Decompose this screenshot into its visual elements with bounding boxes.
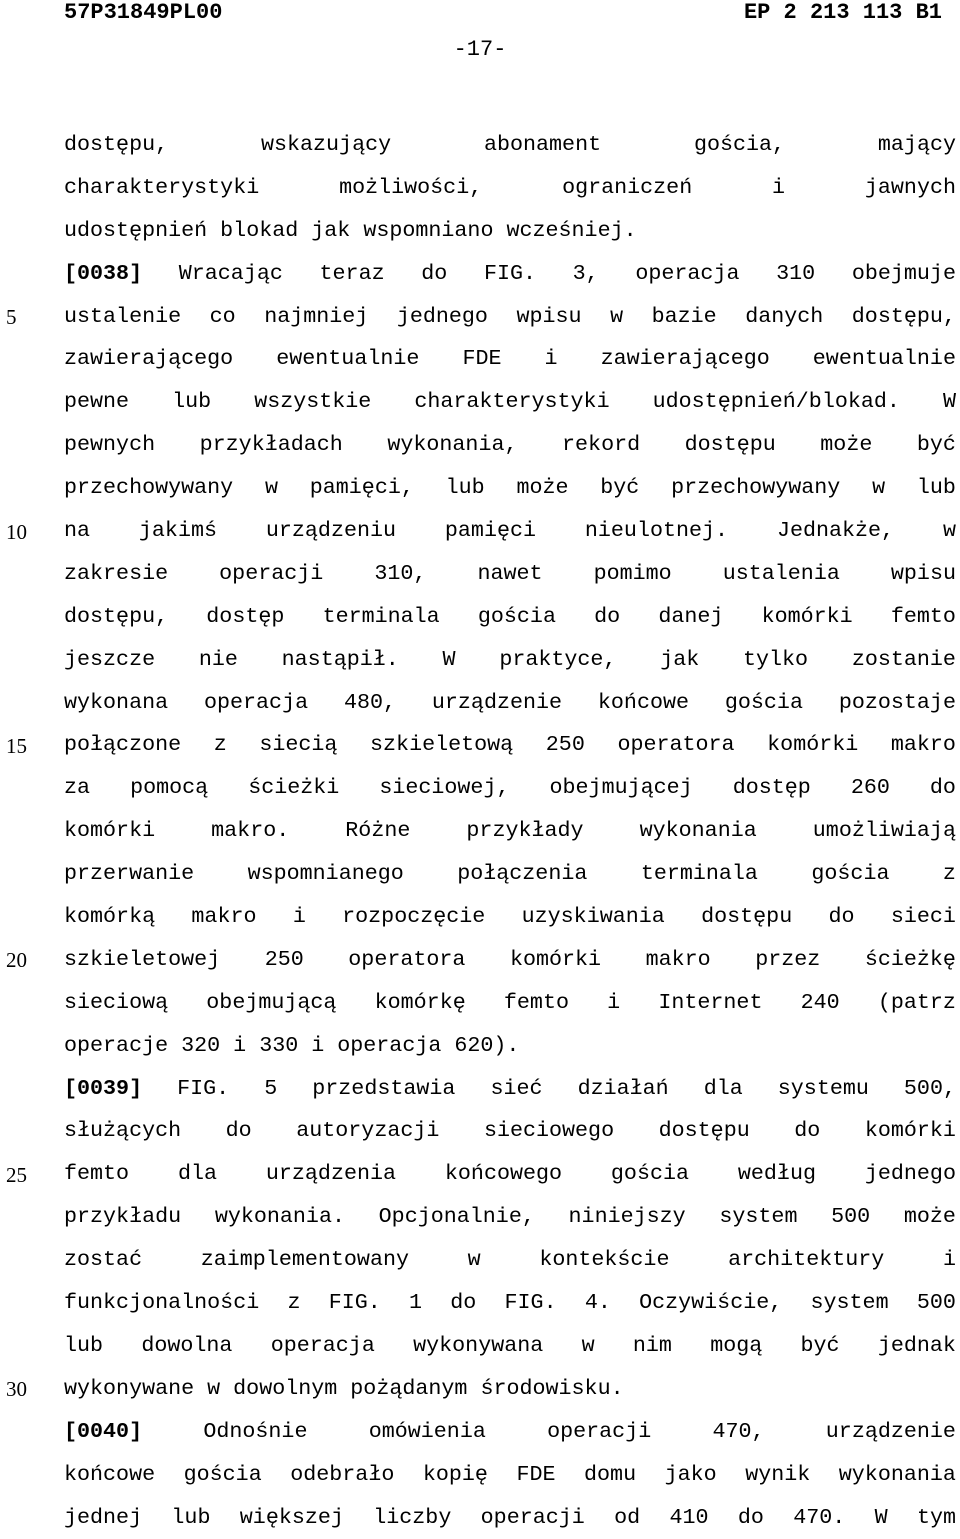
word: w [207, 1368, 220, 1411]
word: operacja [337, 1025, 441, 1068]
word: operacja [204, 682, 308, 725]
word: i [607, 982, 620, 1025]
word: i [293, 896, 306, 939]
word: niniejszy [569, 1196, 686, 1239]
word: dostęp [206, 596, 284, 639]
text-line [64, 1068, 956, 1111]
word: ścieżki [248, 767, 339, 810]
word: praktyce, [499, 639, 616, 682]
word: architektury [728, 1239, 884, 1282]
word: dostępu [701, 896, 792, 939]
word: wcześniej. [506, 210, 636, 253]
text-line [64, 982, 956, 1025]
text-line [64, 424, 956, 467]
word: bazie [652, 296, 717, 339]
word: pożądanym [350, 1368, 467, 1411]
word: zawierającego [64, 338, 233, 381]
word: dostępu [685, 424, 776, 467]
text-line [64, 853, 956, 896]
word: w [468, 1239, 481, 1282]
text-line [64, 939, 956, 982]
word: do [794, 1110, 820, 1153]
document-code: 57P31849PL00 [64, 0, 222, 26]
word: wykonania [839, 1454, 956, 1497]
word: pewnych [64, 424, 155, 467]
word: 5 [264, 1068, 277, 1111]
word: może [904, 1196, 956, 1239]
word: większej [240, 1497, 344, 1539]
word: 330 [259, 1025, 298, 1068]
word: wykonywane [64, 1368, 194, 1411]
word: operacji [219, 553, 323, 596]
word: za [64, 767, 90, 810]
word: makro [646, 939, 711, 982]
word: lub [917, 467, 956, 510]
word: urządzenie [826, 1411, 956, 1454]
word: przerwanie [64, 853, 194, 896]
word: nim [633, 1325, 672, 1368]
word: operacji [481, 1497, 585, 1539]
word: zawierającego [601, 338, 770, 381]
word: najmniej [264, 296, 368, 339]
word: komórki [762, 596, 853, 639]
word: operacje [64, 1025, 168, 1068]
word: służących [64, 1110, 181, 1153]
word: pozostaje [839, 682, 956, 725]
word: komórki [865, 1110, 956, 1153]
word: w [265, 467, 278, 510]
word: lub [172, 381, 211, 424]
word: dostępu, [852, 296, 956, 339]
word: 1 [409, 1282, 422, 1325]
text-line [64, 724, 956, 767]
word: lub [171, 1497, 210, 1539]
line-number-15: 15 [6, 734, 27, 758]
word: ewentualnie [813, 338, 956, 381]
word: do [450, 1282, 476, 1325]
word: wynik [745, 1454, 810, 1497]
word: charakterystyki [414, 381, 609, 424]
word: Różne [345, 810, 410, 853]
word: komórką [64, 896, 155, 939]
word: terminala [323, 596, 440, 639]
word: gościa [811, 853, 889, 896]
word: gościa [184, 1454, 262, 1497]
word: być [600, 467, 639, 510]
word: w [582, 1325, 595, 1368]
word: obejmującą [206, 982, 336, 1025]
word: przechowywany [671, 467, 840, 510]
word: pomocą [130, 767, 208, 810]
word: wykonana [64, 682, 168, 725]
word: danej [658, 596, 723, 639]
word: do [930, 767, 956, 810]
word: komórki [510, 939, 601, 982]
word: autoryzacji [296, 1110, 439, 1153]
word: gościa, [694, 124, 785, 167]
word: urządzeniu [266, 510, 396, 553]
word: wskazujący [261, 124, 391, 167]
word: omówienia [369, 1411, 486, 1454]
word: dostępu [659, 1110, 750, 1153]
word: 470, [712, 1411, 764, 1454]
word: W [443, 639, 456, 682]
word: siecią [259, 724, 337, 767]
word: końcowego [445, 1153, 562, 1196]
word: w [610, 296, 623, 339]
word: wykonania. [215, 1196, 345, 1239]
word: charakterystyki [64, 167, 259, 210]
word: komórki [767, 724, 858, 767]
word: 310 [776, 253, 815, 296]
word: jawnych [865, 167, 956, 210]
text-line [64, 810, 956, 853]
word: jakimś [139, 510, 217, 553]
word: urządzenie [432, 682, 562, 725]
word: pewne [64, 381, 129, 424]
word: według [738, 1153, 816, 1196]
word: być [801, 1325, 840, 1368]
word: rekord [562, 424, 640, 467]
word: wspomnianego [248, 853, 404, 896]
word: środowisku. [480, 1368, 623, 1411]
word: FIG. [329, 1282, 381, 1325]
word: system [719, 1196, 797, 1239]
word: do [226, 1110, 252, 1153]
word: i [545, 338, 558, 381]
line-number-10: 10 [6, 520, 27, 544]
word: operacja [635, 253, 739, 296]
word: nawet [477, 553, 542, 596]
word: zaimplementowany [201, 1239, 409, 1282]
word: ustalenie [64, 296, 181, 339]
word: femto [64, 1153, 129, 1196]
text-line [64, 1497, 956, 1539]
word: 480, [344, 682, 396, 725]
word: liczby [373, 1497, 451, 1539]
word: gościa [725, 682, 803, 725]
word: 500, [904, 1068, 956, 1111]
body-text [64, 124, 956, 1539]
word: jednej [64, 1497, 142, 1539]
word: jako [665, 1454, 717, 1497]
word: z [943, 853, 956, 896]
text-line [64, 1025, 956, 1068]
line-number-30: 30 [6, 1377, 27, 1401]
word: połączone [64, 724, 181, 767]
word: systemu [778, 1068, 869, 1111]
line-number-5: 5 [6, 305, 17, 329]
word: 250 [546, 724, 585, 767]
word: i [311, 1025, 324, 1068]
word: mogą [710, 1325, 762, 1368]
word: w [872, 467, 885, 510]
word: dla [704, 1068, 743, 1111]
word: 250 [265, 939, 304, 982]
word: femto [891, 596, 956, 639]
text-line [64, 338, 956, 381]
word: domu [584, 1454, 636, 1497]
word: i [772, 167, 785, 210]
word: 320 [181, 1025, 220, 1068]
text-line [64, 896, 956, 939]
word: wspomniano [363, 210, 493, 253]
word: wykonywana [413, 1325, 543, 1368]
word: wszystkie [254, 381, 371, 424]
word: umożliwiają [813, 810, 956, 853]
word: nastąpił. [282, 639, 399, 682]
word: FIG. [177, 1068, 229, 1111]
word: dostęp [733, 767, 811, 810]
text-line [64, 596, 956, 639]
word: rozpoczęcie [342, 896, 485, 939]
word: operacja [271, 1325, 375, 1368]
word: szkieletową [370, 724, 513, 767]
word: FDE [462, 338, 501, 381]
word: i [233, 1025, 246, 1068]
word: tym [917, 1497, 956, 1539]
word: udostępnień/blokad. [653, 381, 900, 424]
word: blokad [220, 210, 298, 253]
word: możliwości, [339, 167, 482, 210]
word: dostępu, [64, 124, 168, 167]
word: W [875, 1497, 888, 1539]
word: sieciowej, [379, 767, 509, 810]
line-number-20: 20 [6, 948, 27, 972]
word: makro. [211, 810, 289, 853]
word: ścieżkę [865, 939, 956, 982]
word: ewentualnie [276, 338, 419, 381]
word: mający [878, 124, 956, 167]
word: jednego [865, 1153, 956, 1196]
text-line [64, 1282, 956, 1325]
paragraph-number: [0039] [64, 1068, 142, 1111]
word: w [943, 510, 956, 553]
text-line [64, 1325, 956, 1368]
word: FIG. [484, 253, 536, 296]
word: urządzenia [266, 1153, 396, 1196]
word: ograniczeń [562, 167, 692, 210]
word: komórkę [375, 982, 466, 1025]
word: operatora [617, 724, 734, 767]
patent-number: EP 2 213 113 B1 [744, 0, 942, 26]
text-line [64, 1153, 956, 1196]
word: jednego [397, 296, 488, 339]
paragraph-number: [0038] [64, 253, 142, 296]
word: od [614, 1497, 640, 1539]
text-line [64, 767, 956, 810]
word: terminala [641, 853, 758, 896]
word: pamięci [445, 510, 536, 553]
text-line [64, 124, 956, 167]
word: pomimo [594, 553, 672, 596]
word: szkieletowej [64, 939, 220, 982]
word: do [594, 596, 620, 639]
word: lub [446, 467, 485, 510]
word: przedstawia [312, 1068, 455, 1111]
word: femto [504, 982, 569, 1025]
text-line [64, 510, 956, 553]
page-number: -17- [0, 36, 960, 64]
word: przechowywany [64, 467, 233, 510]
word: 410 [669, 1497, 708, 1539]
word: Oczywiście, [639, 1282, 782, 1325]
word: wpisu [891, 553, 956, 596]
text-line [64, 167, 956, 210]
word: działań [578, 1068, 669, 1111]
word: do [829, 896, 855, 939]
word: dowolna [141, 1325, 232, 1368]
word: kontekście [539, 1239, 669, 1282]
word: gościa [611, 1153, 689, 1196]
word: makro [191, 896, 256, 939]
word: gościa [478, 596, 556, 639]
word: wykonania [640, 810, 757, 853]
word: Opcjonalnie, [379, 1196, 535, 1239]
word: jeszcze [64, 639, 155, 682]
word: zostać [64, 1239, 142, 1282]
word: (patrz [878, 982, 956, 1025]
line-number-25: 25 [6, 1163, 27, 1187]
word: makro [891, 724, 956, 767]
word: operatora [348, 939, 465, 982]
word: 470. [793, 1497, 845, 1539]
word: przez [755, 939, 820, 982]
word: zakresie [64, 553, 168, 596]
word: dostępu, [64, 596, 168, 639]
word: abonament [484, 124, 601, 167]
text-line [64, 296, 956, 339]
word: FIG. [505, 1282, 557, 1325]
word: teraz [320, 253, 385, 296]
word: 3, [573, 253, 599, 296]
word: Internet [658, 982, 762, 1025]
word: odebrało [290, 1454, 394, 1497]
word: 620). [454, 1025, 519, 1068]
text-line [64, 682, 956, 725]
word: zostanie [852, 639, 956, 682]
word: 260 [851, 767, 890, 810]
word: udostępnień [64, 210, 207, 253]
word: końcowe [598, 682, 689, 725]
word: przykładach [200, 424, 343, 467]
text-line [64, 1411, 956, 1454]
word: nie [199, 639, 238, 682]
word: jak [660, 639, 699, 682]
text-line [64, 639, 956, 682]
text-line [64, 1196, 956, 1239]
word: Wracając [179, 253, 283, 296]
word: sieciowego [484, 1110, 614, 1153]
word: z [287, 1282, 300, 1325]
word: system [811, 1282, 889, 1325]
text-line [64, 467, 956, 510]
word: jak [311, 210, 350, 253]
word: połączenia [457, 853, 587, 896]
text-line [64, 1239, 956, 1282]
word: ustalenia [723, 553, 840, 596]
word: komórki [64, 810, 155, 853]
text-line [64, 1110, 956, 1153]
word: jednak [878, 1325, 956, 1368]
word: operacji [547, 1411, 651, 1454]
word: z [214, 724, 227, 767]
word: lub [64, 1325, 103, 1368]
text-line [64, 1454, 956, 1497]
word: 310, [374, 553, 426, 596]
word: i [943, 1239, 956, 1282]
word: sieciową [64, 982, 168, 1025]
word: wykonania, [387, 424, 517, 467]
word: sieć [490, 1068, 542, 1111]
word: przykładu [64, 1196, 181, 1239]
word: funkcjonalności [64, 1282, 259, 1325]
word: do [738, 1497, 764, 1539]
text-line [64, 210, 956, 253]
paragraph-number: [0040] [64, 1411, 142, 1454]
word: być [917, 424, 956, 467]
text-line [64, 1368, 956, 1411]
word: może [820, 424, 872, 467]
word: co [210, 296, 236, 339]
word: kopię [423, 1454, 488, 1497]
word: Jednakże, [777, 510, 894, 553]
word: nieulotnej. [585, 510, 728, 553]
word: danych [745, 296, 823, 339]
word: pamięci, [310, 467, 414, 510]
text-line [64, 381, 956, 424]
word: uzyskiwania [522, 896, 665, 939]
word: obejmuje [852, 253, 956, 296]
word: dowolnym [233, 1368, 337, 1411]
word: do [421, 253, 447, 296]
word: dla [178, 1153, 217, 1196]
word: na [64, 510, 90, 553]
word: 240 [801, 982, 840, 1025]
word: tylko [743, 639, 808, 682]
word: sieci [891, 896, 956, 939]
word: 500 [917, 1282, 956, 1325]
word: 4. [585, 1282, 611, 1325]
word: FDE [516, 1454, 555, 1497]
word: Odnośnie [203, 1411, 307, 1454]
text-line [64, 253, 956, 296]
word: 500 [831, 1196, 870, 1239]
word: może [516, 467, 568, 510]
word: wpisu [516, 296, 581, 339]
word: obejmującej [550, 767, 693, 810]
text-line [64, 553, 956, 596]
word: W [943, 381, 956, 424]
word: końcowe [64, 1454, 155, 1497]
word: przykłady [466, 810, 583, 853]
